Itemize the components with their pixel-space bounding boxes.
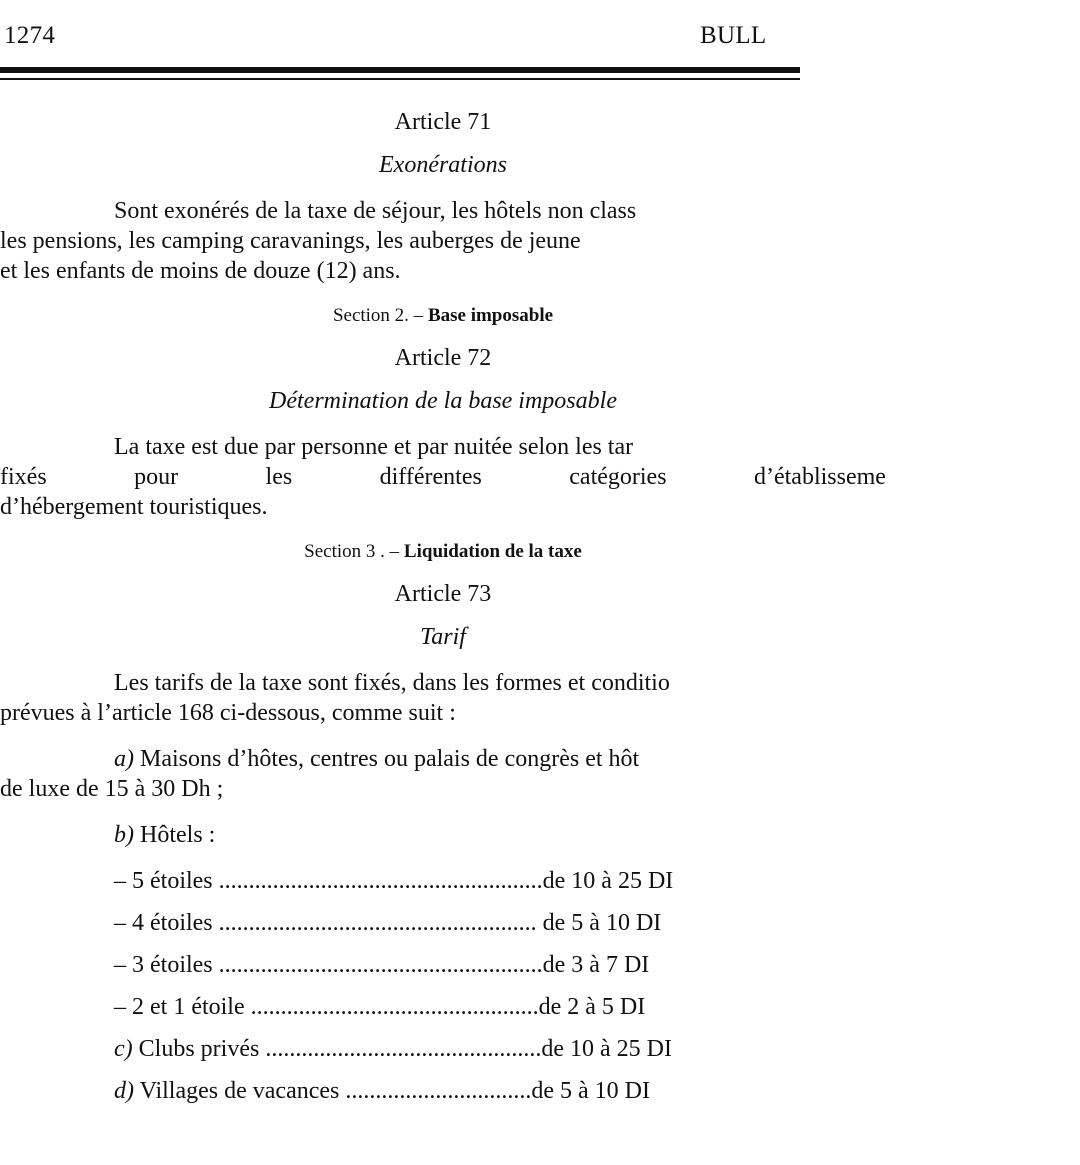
article-71-line-3: et les enfants de moins de douze (12) ans. [0, 258, 401, 284]
tarif-b-text: Hôtels : [134, 822, 216, 848]
article-72-word: les [265, 464, 293, 490]
section-2-title: Base imposable [427, 305, 554, 326]
page-header [0, 22, 800, 62]
tarif-item [0, 944, 1080, 986]
tarif-item [0, 860, 1080, 902]
section-2-prefix: Section 2. – [332, 305, 428, 326]
article-73-intro-line-1: Les tarifs de la taxe sont fixés, dans les formes et conditio [114, 670, 670, 696]
tarif-item [0, 1028, 1080, 1070]
tarif-item-text: – 3 étoiles ......................................................de 3 à 7 DI [114, 952, 650, 978]
section-3-title: Liquidation de la taxe [403, 541, 582, 562]
article-71-subtitle: Exonérations [379, 152, 507, 178]
tarif-item [0, 986, 1080, 1028]
tarif-item [0, 902, 1080, 944]
tarif-b-heading [0, 820, 1080, 850]
running-head: BULL [700, 22, 767, 49]
article-73-subtitle: Tarif [420, 624, 466, 650]
article-73-title: Article 73 [394, 581, 492, 607]
tarif-item [0, 1070, 1080, 1112]
tarif-item-text: Clubs privés ..............................................de 10 à 25 DI [132, 1036, 672, 1062]
document-body [0, 100, 1080, 1112]
article-73-intro-line-2: prévues à l’article 168 ci-dessous, comme suit : [0, 700, 456, 726]
tarif-a-line-1 [0, 744, 1080, 774]
article-72-line-1: La taxe est due par personne et par nuitée selon les tar [114, 434, 634, 460]
tarif-item-text: – 4 étoiles ..................................................... de 5 à 10 DI [114, 910, 662, 936]
section-3-heading [0, 532, 886, 572]
section-2-heading [0, 296, 886, 336]
article-72-word: d’établisseme [753, 464, 886, 490]
article-72-line-3: d’hébergement touristiques. [0, 494, 268, 520]
tarif-item-text: – 2 et 1 étoile ................................................de 2 à 5 DI [114, 994, 646, 1020]
article-71-line-1: Sont exonérés de la taxe de séjour, les hôtels non class [114, 198, 637, 224]
tarif-item-text: Villages de vacances ...............................de 5 à 10 DI [134, 1078, 650, 1104]
tarif-item-text: – 5 étoiles ......................................................de 10 à 25 DI [114, 868, 674, 894]
article-71-line-2: les pensions, les camping caravanings, les auberges de jeune [0, 228, 581, 254]
article-72-word: catégories [569, 464, 667, 490]
tarif-b-label: b) [114, 822, 134, 848]
article-71-title: Article 71 [394, 109, 492, 135]
tarif-item-label: c) [114, 1036, 133, 1062]
tarif-a-line-2: de luxe de 15 à 30 Dh ; [0, 776, 224, 802]
article-72-word: fixés [0, 464, 47, 490]
tarif-a-label: a) [114, 746, 134, 772]
article-72-word: pour [134, 464, 179, 490]
header-rule-thick [0, 67, 800, 73]
section-3-prefix: Section 3 . – [304, 541, 404, 562]
article-72-word: différentes [379, 464, 482, 490]
tarif-item-label: d) [114, 1078, 134, 1104]
tarif-a-text: Maisons d’hôtes, centres ou palais de congrès et hôt [134, 746, 640, 772]
article-72-line-2 [0, 462, 886, 492]
page-number: 1274 [4, 22, 56, 49]
article-72-subtitle: Détermination de la base imposable [269, 388, 617, 414]
article-72-title: Article 72 [394, 345, 492, 371]
header-rule-thin [0, 78, 800, 80]
